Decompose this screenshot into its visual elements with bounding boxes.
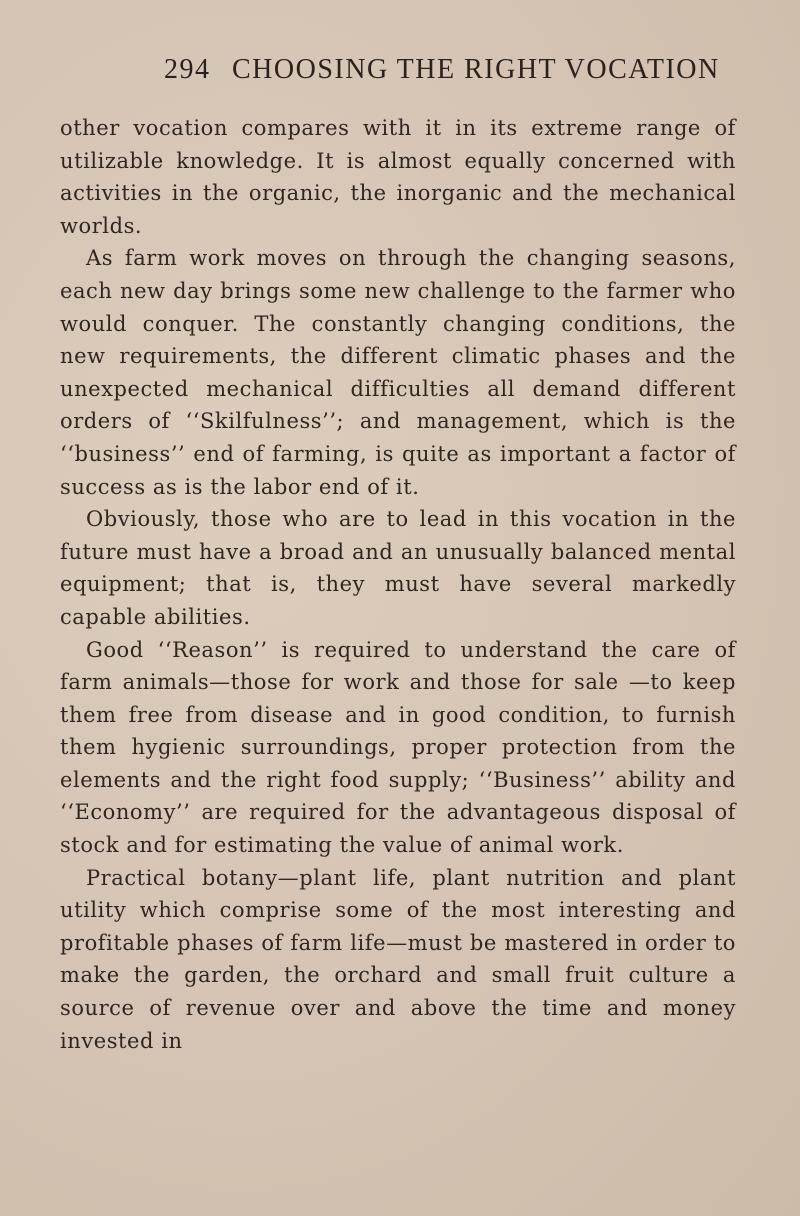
paragraph-continuation: other vocation compares with it in its extreme range of utilizable knowledge. It is almost equally concerned with activities in the organic, the inorganic and the mechanical worlds. bbox=[60, 116, 736, 238]
page-header bbox=[60, 50, 760, 102]
body-text bbox=[60, 112, 736, 1057]
paragraph-obviously: Obviously, those who are to lead in this vocation in the future must have a broad and an unusually balanced mental equipment; that is, they must have several markedly capable abilities. bbox=[60, 507, 736, 629]
paragraph-good-reason: Good ‘‘Reason’’ is required to understand the care of farm animals—those for work and those for sale —to keep them free from disease and in good condition, to furnish them hygienic surroundings, proper protection from the elements and the right food supply; ‘‘Business’’ ability and ‘‘Economy’’ are required for the advantageous disposal of stock and for estimating the value of animal work. bbox=[60, 637, 736, 858]
paragraph-farm-work: As farm work moves on through the changing seasons, each new day brings some new challenge to the farmer who would conquer. The constantly changing conditions, the new requirements, the different climatic phases and the unexpected mechanical difficulties all demand different orders of ‘‘Skilfulness’’; and management, which is the ‘‘business’’ end of farming, is quite as important a factor of success as is the labor end of it. bbox=[60, 246, 736, 499]
running-head: CHOOSING THE RIGHT VOCATION bbox=[232, 54, 720, 85]
page-number: 294 bbox=[164, 54, 211, 85]
book-page bbox=[60, 50, 760, 1057]
paragraph-practical-botany: Practical botany—plant life, plant nutrition and plant utility which comprise some of the most interesting and profitable phases of farm life—must be mastered in order to make the garden, the orchard and small fruit culture a source of revenue over and above the time and money invested in bbox=[60, 865, 736, 1053]
